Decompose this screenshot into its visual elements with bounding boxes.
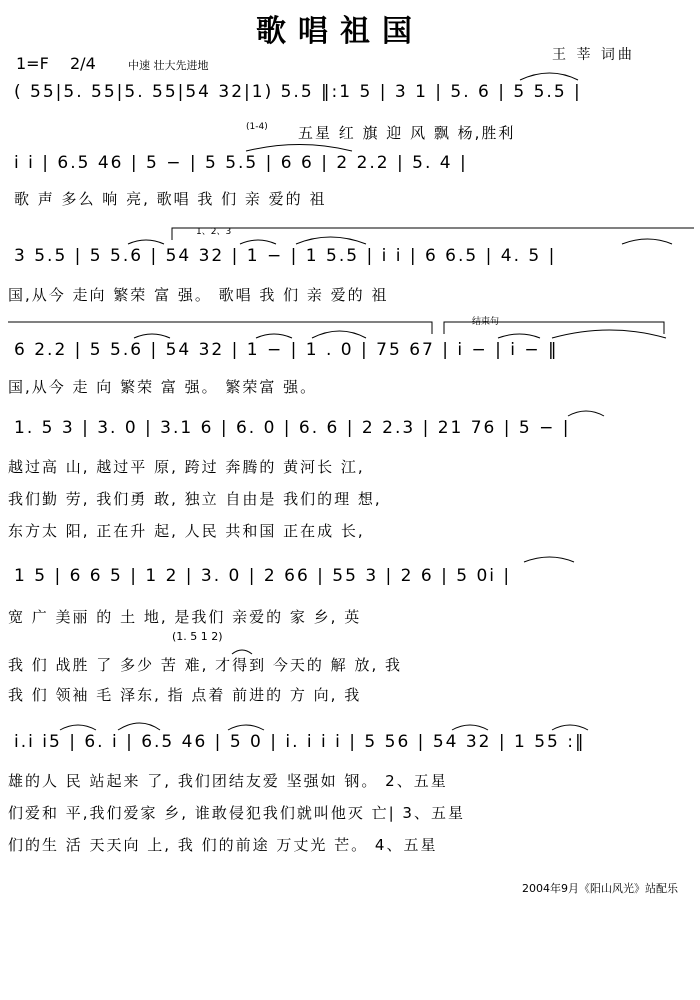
lyric-line-5a: 越过高 山, 越过平 原, 跨过 奔腾的 黄河长 江, [8,458,365,476]
slur-13 [524,557,574,562]
slur-3 [128,240,164,244]
lyric-line-5c: 东方太 阳, 正在升 起, 人民 共和国 正在成 长, [8,522,365,540]
lyric-line-2: 歌 声 多么 响 亮, 歌唱 我 们 亲 爱的 祖 [14,190,327,208]
lyric-line-5b: 我们勤 劳, 我们勇 敢, 独立 自由是 我们的理 想, [8,490,382,508]
slur-19 [552,725,588,730]
music-line-7: i.i i5 | 6. i | 6.5 46 | 5 0 | i. i i i | 5 56 | 54 32 | 1 55 :‖ [14,732,586,752]
lyric-line-7a: 雄的人 民 站起来 了, 我们团结友爱 坚强如 钢。 2、五星 [8,772,448,790]
repeat-bracket [8,322,432,334]
ending-bracket [444,322,664,334]
ending-label: 结束句 [472,317,500,327]
slur-18 [452,725,488,730]
slur-4 [240,240,276,244]
lyric-line-7b: 们爱和 平,我们爱家 乡, 谁敢侵犯我们就叫他灭 亡| 3、五星 [8,804,465,822]
slur-1 [520,73,578,80]
slur-6 [622,239,672,244]
music-line-3: 3 5.5 | 5 5.6 | 54 32 | 1 − | 1 5.5 | i i | 6 6.5 | 4. 5 | [14,246,557,266]
slur-17 [228,725,264,730]
footer-note: 2004年9月《阳山风光》站配乐 [522,882,678,895]
lyric-line-7c: 们的生 活 天天向 上, 我 们的前途 万丈光 芒。 4、五星 [8,836,438,854]
music-line-4: 6 2.2 | 5 5.6 | 54 32 | 1 − | 1 . 0 | 75 67 | i − | i − ‖ [14,340,559,360]
slur-8 [256,334,292,338]
lyric-line-4: 国,从今 走 向 繁荣 富 强。 繁荣富 强。 [8,378,318,396]
lyric-line-3: 国,从今 走向 繁荣 富 强。 歌唱 我 们 亲 爱的 祖 [8,286,389,304]
slur-7 [134,334,170,338]
lyric-line-1: 五星 红 旗 迎 风 飘 杨,胜利 [298,124,516,142]
music-line-5: 1. 5 3 | 3. 0 | 3.1 6 | 6. 0 | 6. 6 | 2 2.3 | 21 76 | 5 − | [14,418,571,438]
music-line-2: i i | 6.5 46 | 5 − | 5 5.5 | 6 6 | 2 2.2 | 5. 4 | [14,153,468,173]
slur-2 [246,145,352,152]
volta-bracket-label: 1、2、3 [196,227,232,237]
song-title: 歌唱祖国 [256,14,424,49]
slur-15 [60,725,96,730]
composer-credit: 王 莘 词曲 [552,47,635,63]
key-signature: 1=F [16,54,49,73]
music-line-6: 1 5 | 6 6 5 | 1 2 | 3. 0 | 2 66 | 55 3 | 2 6 | 5 0i | [14,566,512,586]
alternate-note: (1. 5 1 2) [172,630,223,643]
slur-10 [498,334,540,338]
lyric-line-6a: 宽 广 美丽 的 土 地, 是我们 亲爱的 家 乡, 英 [8,608,362,626]
slur-14 [232,650,252,654]
music-line-1: ( 55|5. 55|5. 55|54 32|1) 5.5 ‖:1 5 | 3 1 | 5. 6 | 5 5.5 | [14,82,582,102]
tempo-marking: 中速 壮大先进地 [128,59,209,72]
lyric-line-6b: 我 们 战胜 了 多少 苦 难, 才得到 今天的 解 放, 我 [8,656,402,674]
lyric-line-6c: 我 们 领袖 毛 泽东, 指 点着 前进的 方 向, 我 [8,686,362,704]
slur-11 [552,330,666,338]
slur-5 [296,237,366,244]
slur-16 [118,723,160,730]
slur-12 [568,411,604,416]
slur-9 [312,331,366,338]
volta-bracket [172,228,694,240]
verse-range-marker: (1-4) [246,122,268,132]
time-signature: 2/4 [70,54,96,73]
